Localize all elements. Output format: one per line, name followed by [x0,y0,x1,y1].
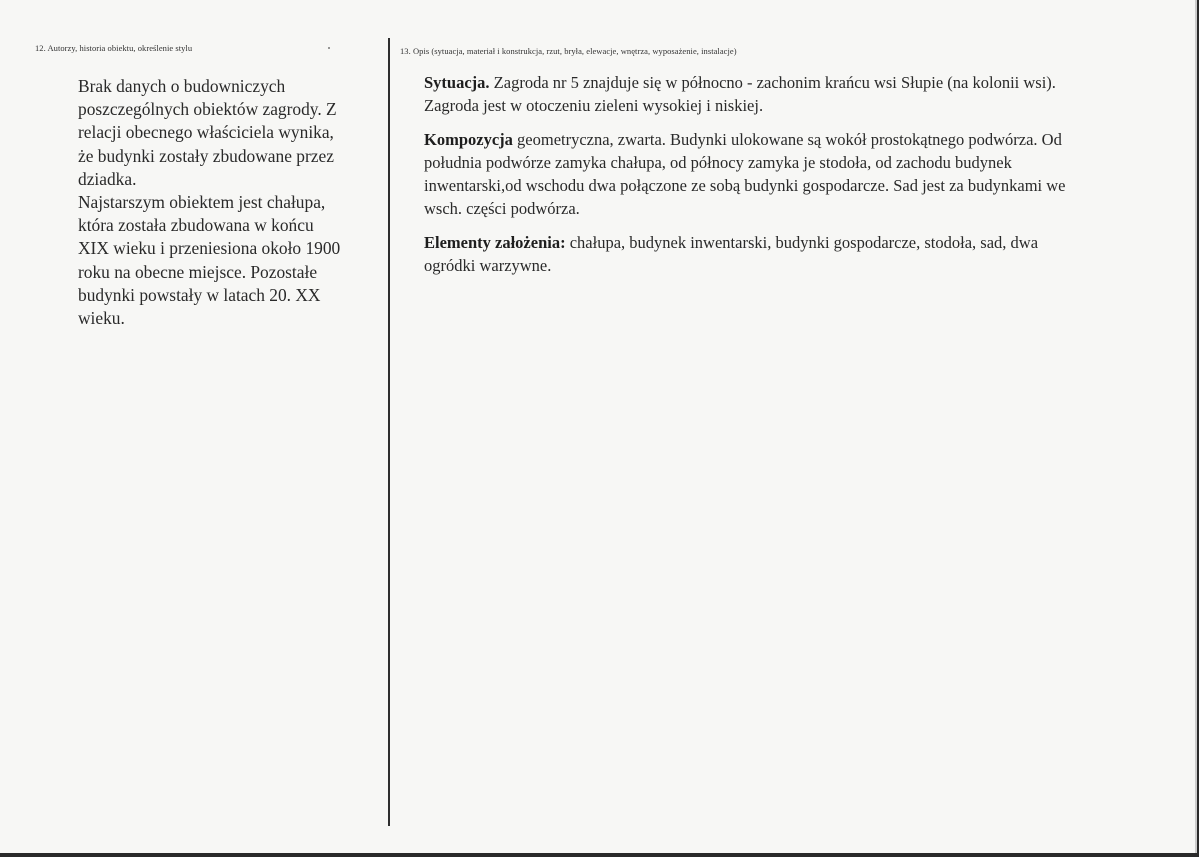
text-line [424,128,1184,151]
text-line: roku na obecne miejsce. Pozostałe [78,261,318,282]
stray-mark [328,47,330,49]
text-line: inwentarski,od wschodu dwa połączone ze sobą budynki gospodarcze. Sad jest za budynkami we [424,176,1066,195]
section-12-body [78,75,378,330]
section-13-body [424,71,1184,288]
section-12-label: 12. Autorzy, historia obiektu, określenie stylu [35,43,193,53]
text-line: Brak danych o budowniczych [78,76,286,96]
text-line: poszczególnych obiektów zagrody. Z [78,99,337,120]
sytuacja-paragraph [424,71,1184,117]
text-line: budynki powstały w latach 20. XX [78,284,321,305]
kompozycja-text: geometryczna, zwarta. Budynki ulokowane są wokół prostokątnego podwórza. Od [517,130,1062,149]
text-line: XIX wieku i przeniesiona około 1900 [78,238,341,259]
elementy-heading: Elementy założenia: [424,233,566,252]
text-line: która została zbudowana w końcu [78,215,314,236]
text-line: że budynki zostały zbudowane przez [78,145,334,166]
text-line: relacji obecnego właściciela wynika, [78,122,334,143]
sytuacja-text: Zagroda nr 5 znajduje się w północno - zachonim krańcu wsi Słupie (na kolonii wsi). [493,73,1056,92]
text-line [424,231,1184,254]
text-line: południa podwórze zamyka chałupa, od północy zamyka je stodoła, od zachodu budynek [424,153,1012,172]
sytuacja-heading: Sytuacja. [424,73,490,92]
text-line: wsch. części podwórza. [424,199,580,218]
kompozycja-heading: Kompozycja [424,130,513,149]
kompozycja-paragraph [424,128,1184,220]
text-line: Zagroda jest w otoczeniu zieleni wysokiej i niskiej. [424,96,764,115]
column-divider [388,38,390,826]
text-line [424,71,1184,94]
elementy-text: chałupa, budynek inwentarski, budynki gospodarcze, stodoła, sad, dwa [569,233,1039,252]
text-line: Najstarszym obiektem jest chałupa, [78,192,326,213]
text-line: dziadka. [78,168,137,189]
elementy-paragraph [424,231,1184,277]
text-line: wieku. [78,308,125,329]
section-13-label: 13. Opis (sytuacja, materiał i konstrukcja, rzut, bryła, elewacje, wnętrza, wyposażenie, instalacje) [400,46,737,56]
text-line: ogródki warzywne. [424,256,552,275]
